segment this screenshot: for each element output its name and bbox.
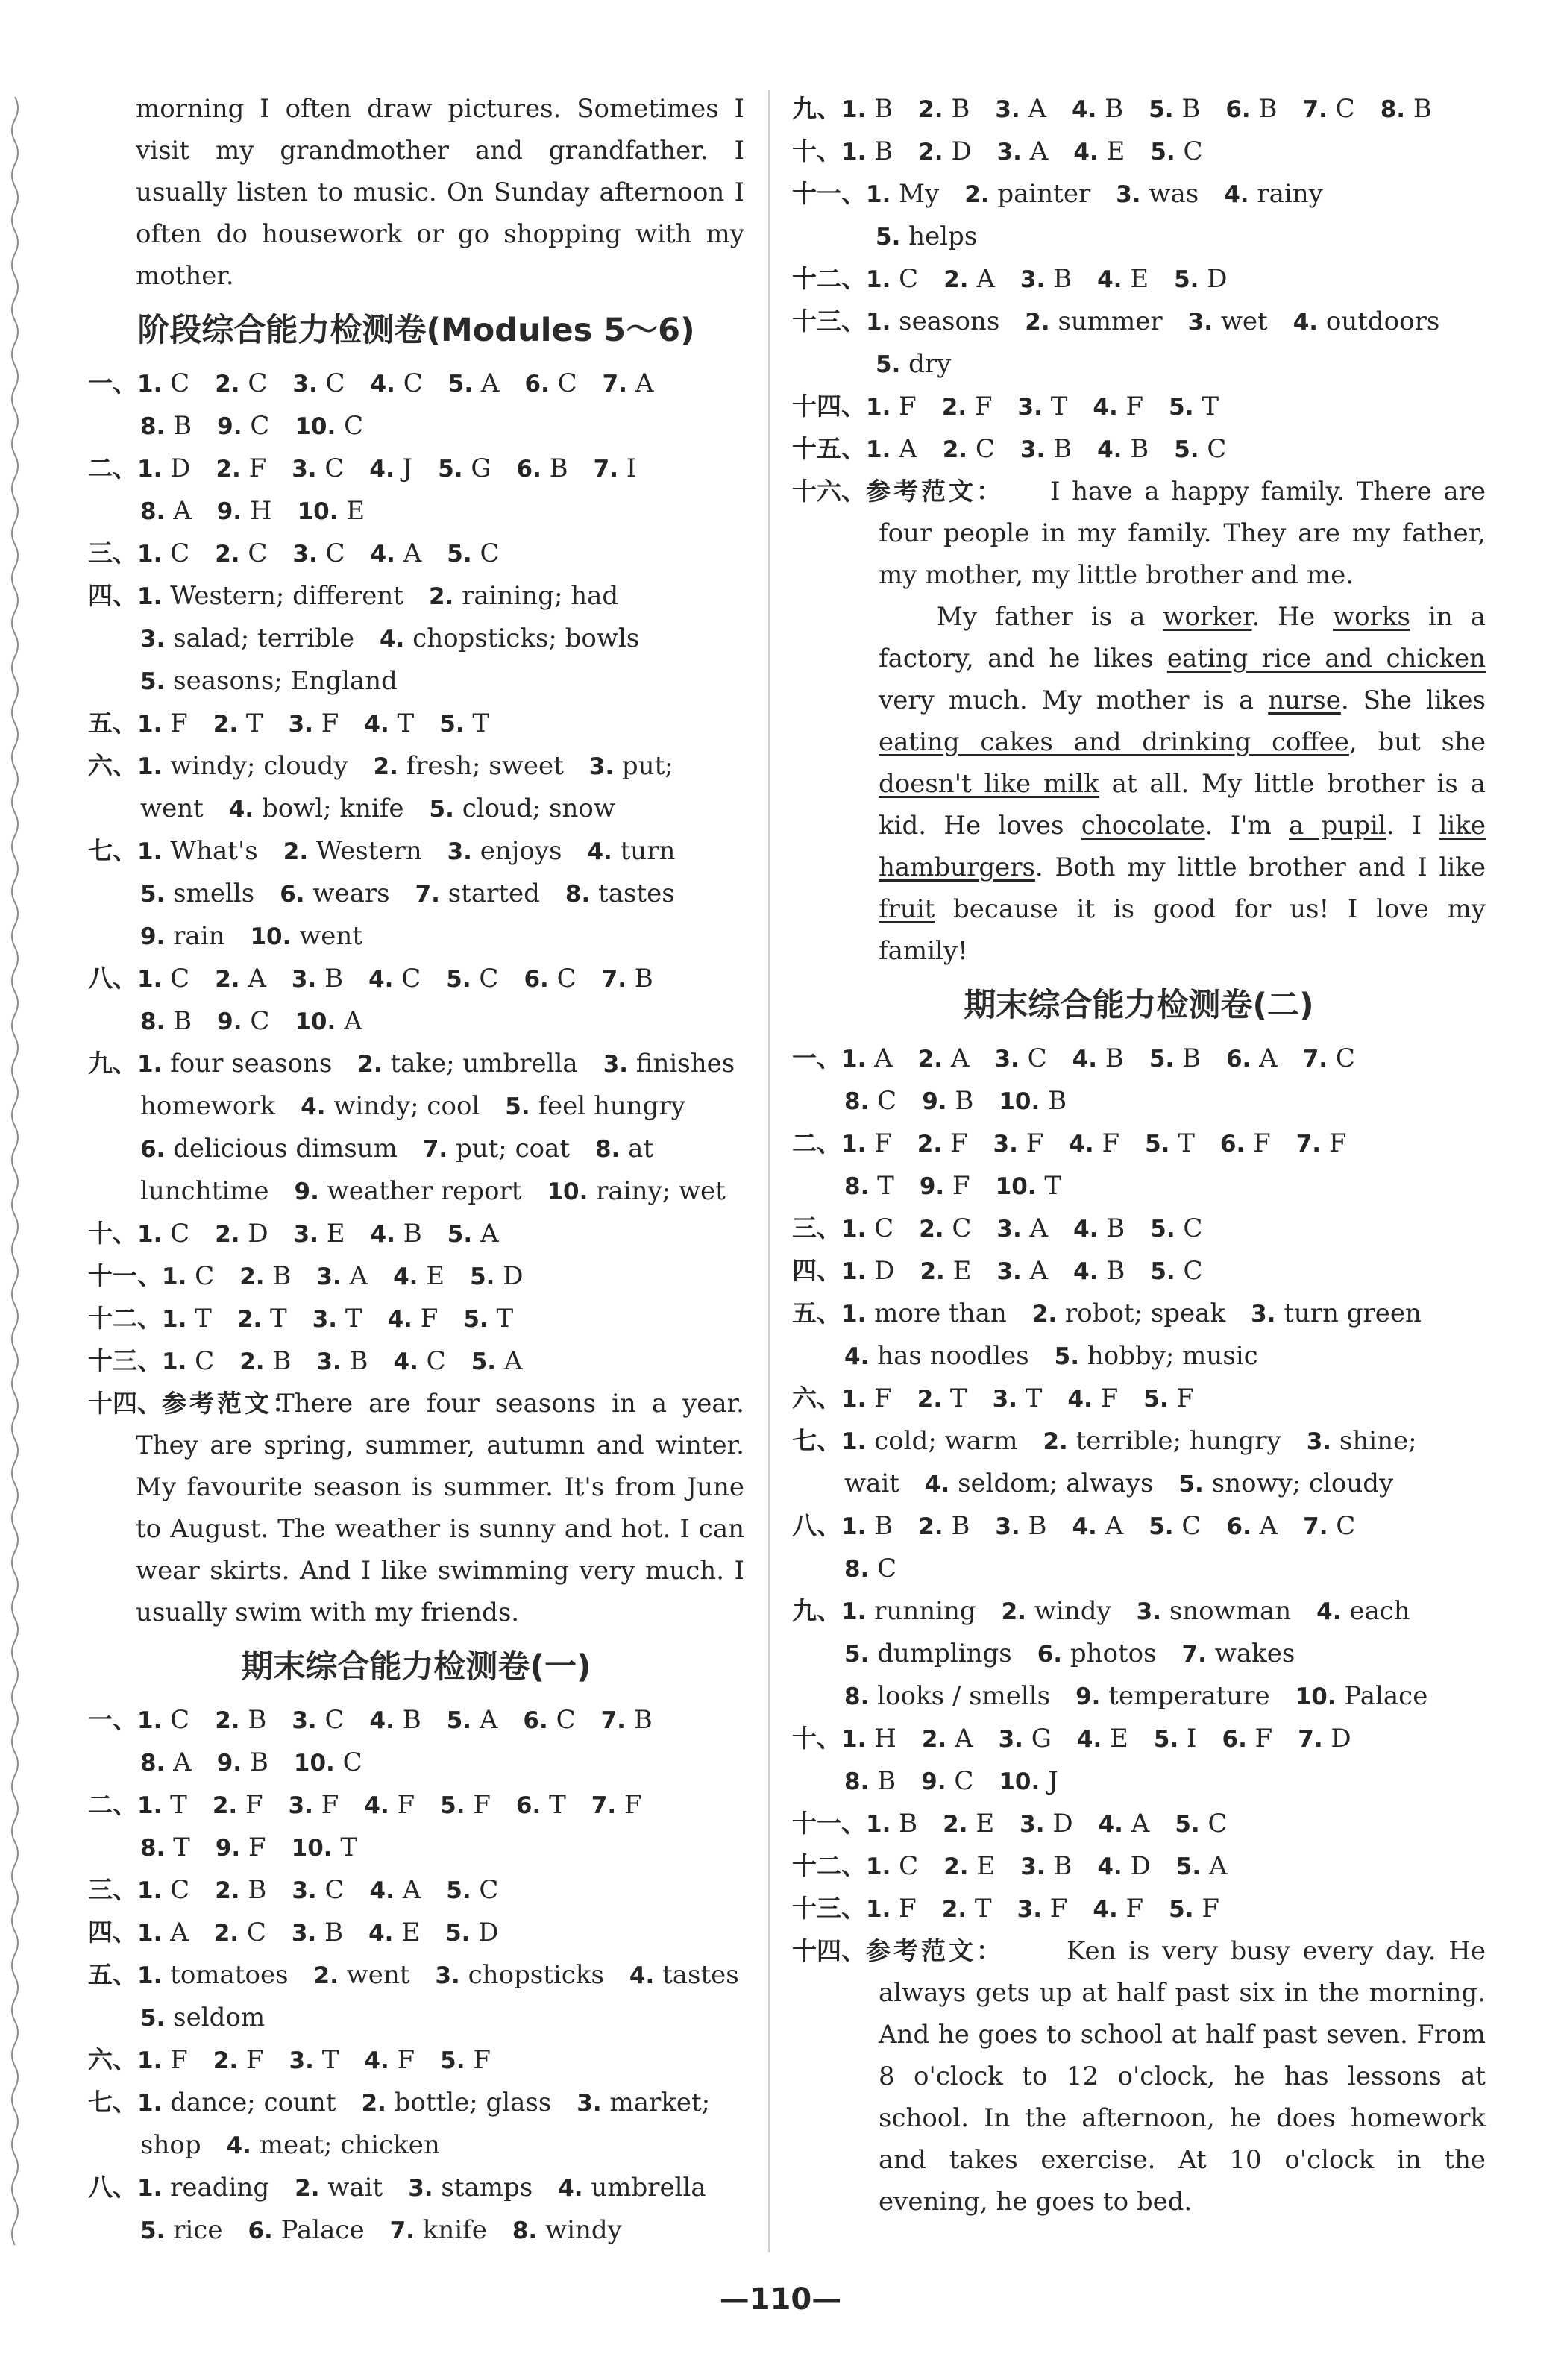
answer-text: 1. C 2. C 3. A 4. B 5. C (841, 1213, 1203, 1243)
answer-text: 1. reading 2. wait 3. stamps 4. umbrella (137, 2173, 706, 2202)
answer-line (88, 1869, 744, 1912)
underlined-phrase: like hamburgers (879, 811, 1486, 882)
question-group-label: 八、 (792, 1511, 841, 1540)
answer-text: homework 4. windy; cool 5. feel hungry (140, 1091, 685, 1121)
question-group-label: 十三、 (88, 1346, 162, 1375)
answer-text: 8. B 9. C 10. C (140, 411, 364, 441)
answer-text: 8. C (844, 1554, 897, 1583)
question-group-label: 十、 (88, 1219, 137, 1248)
answer-text: 1. four seasons 2. take; umbrella 3. finishes (137, 1049, 735, 1078)
answer-line (792, 343, 1486, 386)
essay-text: . I'm (1204, 811, 1289, 841)
answer-text: 5. seldom (140, 2003, 266, 2032)
answer-line (792, 1718, 1486, 1760)
answer-text: 1. H 2. A 3. G 4. E 5. I 6. F 7. D (841, 1724, 1351, 1753)
essay-text: My father is a (937, 602, 1163, 632)
question-group-label: 三、 (88, 1875, 137, 1904)
answer-text: 3. salad; terrible 4. chopsticks; bowls (140, 624, 640, 653)
question-group-label: 四、 (88, 1918, 137, 1947)
answer-line (88, 1784, 744, 1827)
underlined-phrase: chocolate (1081, 811, 1205, 841)
question-group-label: 十三、 (792, 307, 866, 336)
answer-text: 1. F 2. T 3. T 4. F 5. F (841, 1384, 1195, 1413)
answer-text: 1. C 2. B 3. C 4. B 5. A 6. C 7. B (137, 1705, 653, 1735)
answer-line (88, 618, 744, 660)
answer-line (88, 362, 744, 405)
answer-text: 1. T 2. T 3. T 4. F 5. T (162, 1304, 514, 1334)
underlined-phrase: worker (1163, 602, 1252, 632)
answer-text: 8. B 9. C 10. J (844, 1766, 1058, 1796)
answer-text: 5. rice 6. Palace 7. knife 8. windy (140, 2215, 622, 2245)
answer-text: 1. D 2. F 3. C 4. J 5. G 6. B 7. I (137, 453, 637, 483)
answer-text: 1. What's 2. Western 3. enjoys 4. turn (137, 836, 676, 866)
answer-line (792, 1675, 1486, 1718)
question-group-label: 十一、 (792, 1809, 866, 1838)
answer-line (792, 1250, 1486, 1293)
answer-line (88, 1085, 744, 1128)
answer-text: went 4. bowl; knife 5. cloud; snow (140, 794, 615, 823)
essay2-label: 十四、 (792, 1936, 866, 1965)
answer-text: 5. dumplings 6. photos 7. wakes (844, 1639, 1295, 1668)
answer-line (792, 1080, 1486, 1123)
answer-line (88, 490, 744, 533)
answer-text: 1. F 2. F 3. T 4. F 5. T (866, 392, 1219, 421)
binding-wavy-line (7, 97, 22, 2245)
answer-text: 8. T 9. F 10. T (844, 1171, 1062, 1201)
question-group-label: 十四、 (792, 392, 866, 421)
essay-text: because it is good for us! I love my family! (879, 894, 1486, 966)
question-group-label: 四、 (88, 581, 137, 610)
essay-text: . She likes (1340, 685, 1486, 715)
answer-line (792, 258, 1486, 301)
answer-line (792, 88, 1486, 131)
answer-line (792, 1165, 1486, 1208)
essay-text: , but she (1348, 727, 1486, 757)
answer-text: 1. A 2. C 3. B 4. B 5. C (866, 434, 1227, 464)
section1-answers (88, 362, 744, 1383)
question-group-label: 八、 (88, 2173, 137, 2202)
answer-text: 5. helps (876, 222, 978, 251)
answer-text: 1. My 2. painter 3. was 4. rainy (866, 179, 1323, 209)
answer-text: wait 4. seldom; always 5. snowy; cloudy (844, 1469, 1394, 1498)
essay1-paragraph-1: I have a happy family. There are four people in my family. They are my father, my mother, my little brother and me. (879, 477, 1486, 590)
answer-line (792, 1888, 1486, 1930)
answer-line (792, 1633, 1486, 1675)
question-group-label: 十一、 (792, 179, 866, 208)
question-group-label: 一、 (88, 1705, 137, 1734)
answer-line (88, 873, 744, 915)
answer-line (792, 1548, 1486, 1590)
answer-line (792, 1037, 1486, 1080)
answer-line (88, 788, 744, 830)
answer-text: 1. B 2. E 3. D 4. A 5. C (866, 1809, 1228, 1839)
answer-line (88, 2124, 744, 2167)
answer-text: 9. rain 10. went (140, 921, 362, 951)
answer-line (88, 660, 744, 703)
section2-answers (88, 1699, 744, 2252)
answer-line (88, 1997, 744, 2039)
answer-line (792, 1208, 1486, 1250)
answer-text: 8. B 9. C 10. A (140, 1006, 362, 1036)
answer-text: 8. looks / smells 9. temperature 10. Palace (844, 1681, 1428, 1711)
answer-text: 1. F 2. T 3. F 4. T 5. T (137, 709, 490, 738)
answer-text: 1. B 2. B 3. B 4. A 5. C 6. A 7. C (841, 1511, 1356, 1541)
section-title-final-1: 期末综合能力检测卷(一) (241, 1648, 591, 1686)
answer-line (88, 1298, 744, 1340)
question-group-label: 十、 (792, 136, 841, 166)
answer-line (792, 173, 1486, 216)
answer-line (88, 448, 744, 490)
answer-text: 1. running 2. windy 3. snowman 4. each (841, 1596, 1410, 1626)
answer-text: 6. delicious dimsum 7. put; coat 8. at (140, 1134, 654, 1164)
underlined-phrase: doesn't like milk (879, 769, 1099, 799)
question-group-label: 三、 (792, 1213, 841, 1243)
essay1-paragraph-2 (792, 596, 1486, 972)
question-group-label: 二、 (792, 1128, 841, 1158)
answer-text: 4. has noodles 5. hobby; music (844, 1341, 1258, 1371)
answer-line (792, 1293, 1486, 1335)
question-group-label: 七、 (88, 836, 137, 865)
answer-text: 1. D 2. E 3. A 4. B 5. C (841, 1256, 1203, 1286)
answer-text: 1. C 2. C 3. C 4. A 5. C (137, 539, 500, 568)
answer-text: 1. C 2. B 3. B 4. C 5. A (162, 1346, 523, 1376)
answer-text: 1. C 2. D 3. E 4. B 5. A (137, 1219, 499, 1249)
answer-text: 1. tomatoes 2. went 3. chopsticks 4. tastes (137, 1960, 739, 1990)
intro-paragraph: morning I often draw pictures. Sometimes I visit my grandmother and grandfather. I usually listen to music. On Sunday afternoon I often do housework or go shopping with my mother. (136, 94, 744, 291)
question-group-label: 七、 (88, 2088, 137, 2117)
answer-text: 5. smells 6. wears 7. started 8. tastes (140, 879, 675, 908)
answer-line (792, 301, 1486, 343)
essay2-ref-label: 参考范文： (866, 1936, 1004, 1965)
answer-text: 8. C 9. B 10. B (844, 1086, 1067, 1116)
answer-line (792, 131, 1486, 173)
answer-text: 1. C 2. A 3. B 4. C 5. C 6. C 7. B (137, 964, 653, 993)
section-title-final-2: 期末综合能力检测卷(二) (964, 987, 1314, 1024)
answer-line (88, 1827, 744, 1869)
answer-text: 1. C 2. A 3. B 4. E 5. D (866, 264, 1228, 294)
answer-line (88, 1213, 744, 1255)
essay-ref-label: 参考范文： (162, 1389, 300, 1418)
answer-text: 1. seasons 2. summer 3. wet 4. outdoors (866, 307, 1440, 336)
answer-text: 1. C 2. C 3. C 4. C 5. A 6. C 7. A (137, 368, 654, 398)
question-group-label: 九、 (88, 1049, 137, 1078)
answer-line (792, 1463, 1486, 1505)
section3-answers (792, 1037, 1486, 1930)
answer-line (88, 2082, 744, 2124)
right-top-answers (792, 88, 1486, 471)
question-group-label: 六、 (88, 751, 137, 780)
answer-line (88, 575, 744, 618)
question-group-label: 一、 (792, 1043, 841, 1073)
essay-label: 十四、 (88, 1389, 162, 1418)
answer-text: 8. A 9. B 10. C (140, 1748, 362, 1777)
answer-text: 1. dance; count 2. bottle; glass 3. market; (137, 2088, 711, 2117)
answer-line (88, 1128, 744, 1170)
answer-line (88, 1255, 744, 1298)
left-column (88, 88, 744, 2252)
question-group-label: 六、 (88, 2045, 137, 2074)
answer-line (792, 1803, 1486, 1845)
answer-text: 1. windy; cloudy 2. fresh; sweet 3. put; (137, 751, 673, 781)
underlined-phrase: nurse (1268, 685, 1341, 715)
question-group-label: 三、 (88, 539, 137, 568)
answer-text: 1. C 2. B 3. A 4. E 5. D (162, 1261, 524, 1291)
page-number: —110— (719, 2282, 842, 2317)
question-group-label: 五、 (792, 1299, 841, 1328)
answer-text: 1. cold; warm 2. terrible; hungry 3. shine; (841, 1426, 1417, 1456)
essay-text: at all. My little brother is a kid. He loves (879, 769, 1486, 841)
essay1-label: 十六、 (792, 477, 866, 506)
question-group-label: 二、 (88, 1790, 137, 1819)
question-group-label: 二、 (88, 453, 137, 483)
answer-line (88, 1000, 744, 1043)
answer-text: lunchtime 9. weather report 10. rainy; wet (140, 1176, 726, 1206)
answer-line (88, 533, 744, 575)
answer-line (88, 1912, 744, 1954)
essay2-paragraph: Ken is very busy every day. He always gets up at half past six in the morning. And he goes to school at half past seven. From 8 o'clock to 12 o'clock, he has lessons at school. In the afternoon, he does homework and takes exercise. At 10 o'clock in the evening, he goes to bed. (879, 1936, 1486, 2217)
answer-line (792, 1505, 1486, 1548)
answer-line (88, 405, 744, 448)
essay-text: very much. My mother is a (879, 685, 1269, 715)
answer-text: 1. C 2. B 3. C 4. A 5. C (137, 1875, 499, 1905)
answer-line (88, 1340, 744, 1383)
question-group-label: 十二、 (792, 264, 866, 293)
answer-line (792, 1845, 1486, 1888)
answer-text: 1. Western; different 2. raining; had (137, 581, 619, 611)
answer-line (792, 1123, 1486, 1165)
answer-text: 1. B 2. B 3. A 4. B 5. B 6. B 7. C 8. B (841, 94, 1432, 124)
answer-line (792, 386, 1486, 428)
answer-line (88, 2039, 744, 2082)
s1-essay: There are four seasons in a year. They are spring, summer, autumn and winter. My favourite season is summer. It's from June to August. The weather is sunny and hot. I can wear skirts. And I like swimming very much. I usually swim with my friends. (136, 1389, 744, 1627)
essay-text: . I (1386, 811, 1439, 841)
question-group-label: 十三、 (792, 1894, 866, 1923)
section-title-modules-5-6: 阶段综合能力检测卷(Modules 5～6) (137, 312, 695, 349)
question-group-label: 五、 (88, 709, 137, 738)
answer-text: 8. T 9. F 10. T (140, 1833, 358, 1862)
question-group-label: 八、 (88, 964, 137, 993)
question-group-label: 五、 (88, 1960, 137, 1989)
answer-text: 1. A 2. A 3. C 4. B 5. B 6. A 7. C (841, 1043, 1355, 1073)
answer-text: 1. A 2. C 3. B 4. E 5. D (137, 1918, 499, 1947)
answer-line (88, 2209, 744, 2252)
answer-line (792, 1760, 1486, 1803)
answer-line (792, 1420, 1486, 1463)
answer-text: 1. more than 2. robot; speak 3. turn green (841, 1299, 1422, 1328)
answer-line (792, 1590, 1486, 1633)
question-group-label: 一、 (88, 368, 137, 398)
question-group-label: 九、 (792, 94, 841, 123)
answer-text: 1. T 2. F 3. F 4. F 5. F 6. T 7. F (137, 1790, 642, 1820)
underlined-phrase: fruit (879, 894, 935, 924)
answer-line (88, 1954, 744, 1997)
answer-line (792, 216, 1486, 258)
question-group-label: 十二、 (792, 1851, 866, 1880)
column-divider (768, 90, 770, 2252)
essay1-ref-label: 参考范文： (866, 477, 1004, 506)
question-group-label: 九、 (792, 1596, 841, 1625)
underlined-phrase: eating cakes and drinking coffee (879, 727, 1349, 757)
answer-line (792, 1335, 1486, 1378)
question-group-label: 七、 (792, 1426, 841, 1455)
answer-line (88, 1742, 744, 1784)
answer-text: 1. B 2. D 3. A 4. E 5. C (841, 136, 1203, 166)
answer-line (88, 915, 744, 958)
essay-text: in a factory, and he likes (879, 602, 1486, 674)
question-group-label: 十五、 (792, 434, 866, 463)
answer-text: 5. seasons; England (140, 666, 398, 696)
essay-text: . He (1251, 602, 1334, 632)
answer-line (88, 1043, 744, 1085)
answer-line (88, 830, 744, 873)
answer-line (88, 1170, 744, 1213)
answer-line (88, 958, 744, 1000)
question-group-label: 十一、 (88, 1261, 162, 1290)
right-column (792, 88, 1486, 2223)
answer-line (792, 428, 1486, 471)
answer-line (88, 2167, 744, 2209)
question-group-label: 四、 (792, 1256, 841, 1285)
essay-text: . Both my little brother and I like (1034, 853, 1486, 882)
answer-line (792, 1378, 1486, 1420)
answer-line (88, 1699, 744, 1742)
question-group-label: 六、 (792, 1384, 841, 1413)
answer-text: 1. C 2. E 3. B 4. D 5. A (866, 1851, 1228, 1881)
underlined-phrase: eating rice and chicken (1166, 644, 1486, 674)
answer-line (88, 745, 744, 788)
answer-text: 1. F 2. F 3. F 4. F 5. T 6. F 7. F (841, 1128, 1347, 1158)
answer-line (88, 703, 744, 745)
underlined-phrase: works (1333, 602, 1410, 632)
answer-text: shop 4. meat; chicken (140, 2130, 440, 2160)
answer-text: 5. dry (876, 349, 952, 379)
answer-text: 1. F 2. T 3. F 4. F 5. F (866, 1894, 1219, 1924)
question-group-label: 十二、 (88, 1304, 162, 1333)
answer-text: 1. F 2. F 3. T 4. F 5. F (137, 2045, 491, 2075)
question-group-label: 十、 (792, 1724, 841, 1753)
answer-text: 8. A 9. H 10. E (140, 496, 365, 526)
underlined-phrase: a pupil (1289, 811, 1386, 841)
